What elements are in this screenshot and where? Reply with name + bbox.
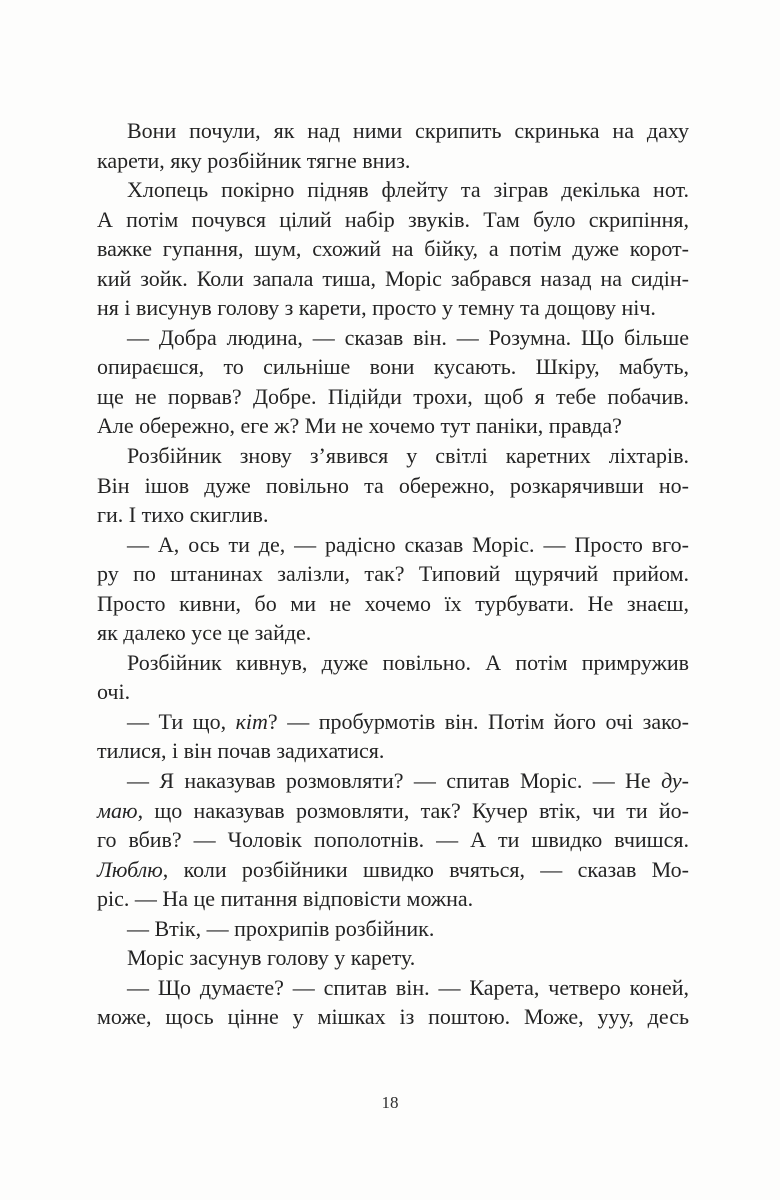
text-line: ще не порвав? Добре. Підійди трохи, щоб я тебе побачив.	[97, 383, 689, 409]
text-line: Вони почули, як над ними скрипить скринька на даху	[127, 118, 689, 143]
text-line: ріс. — На це питання відповісти можна.	[97, 886, 474, 912]
paragraph	[97, 323, 689, 441]
text-line: опираєшся, то сильніше вони кусають. Шкіру, мабуть,	[97, 354, 689, 380]
text-line: Розбійник кивнув, дуже повільно. А потім примружив	[127, 649, 689, 675]
text-line: ги. І тихо скиглив.	[97, 502, 269, 528]
text-line: — Добра людина, — сказав він. — Розумна. Що більше	[127, 324, 689, 350]
text-line: Він ішов дуже повільно та обережно, розкарячивши но-	[97, 472, 689, 498]
text-line: — А, ось ти де, — радісно сказав Моріс. — Просто вго-	[127, 531, 689, 557]
text-line: як далеко усе це зайде.	[97, 620, 312, 646]
text-line: важке гупання, шум, схожий на бійку, а потім дуже корот-	[97, 236, 689, 262]
text-line: го вбив? — Чоловік пополотнів. — А ти швидко вчишся.	[97, 827, 689, 853]
paragraph	[97, 914, 689, 944]
text-line: — Втік, — прохрипів розбійник.	[127, 915, 435, 941]
text-line: може, щось цінне у мішках із поштою. Може, ууу, десь	[97, 1004, 689, 1030]
text-line: Але обережно, еге ж? Ми не хочемо тут паніки, правда?	[97, 413, 622, 439]
text-line: Хлопець покірно підняв флейту та зіграв декілька нот.	[127, 177, 689, 203]
paragraph	[97, 707, 689, 766]
paragraph	[97, 973, 689, 1032]
text-line: маю, що наказував розмовляти, так? Кучер втік, чи ти йо-	[97, 797, 689, 823]
page-number: 18	[381, 1093, 399, 1112]
text-line: Моріс засунув голову у карету.	[127, 945, 416, 971]
text-line: карети, яку розбійник тягне вниз.	[97, 147, 411, 173]
paragraph	[97, 441, 689, 530]
paragraph	[97, 943, 689, 973]
text-line: кий зойк. Коли запала тиша, Моріс забрався назад на сидін-	[97, 265, 689, 291]
text-line: — Що думаєте? — спитав він. — Карета, четверо коней,	[127, 974, 689, 1000]
text-line: Розбійник знову з’явився у світлі каретних ліхтарів.	[127, 443, 689, 469]
paragraph	[97, 766, 689, 914]
text-line: Просто кивни, бо ми не хочемо їх турбувати. Не знаєш,	[97, 590, 689, 616]
paragraph	[97, 175, 689, 323]
text-line: очі.	[97, 679, 131, 705]
paragraph	[97, 530, 689, 648]
text-line: — Я наказував розмовляти? — спитав Моріс. — Не ду-	[127, 768, 689, 794]
text-line: ня і висунув голову з карети, просто у темну та дощову ніч.	[97, 295, 656, 321]
text-line: А потім почувся цілий набір звуків. Там було скрипіння,	[97, 206, 689, 232]
text-line: — Ти що, кіт? — пробурмотів він. Потім його очі зако-	[127, 708, 689, 734]
text-line: тилися, і він почав задихатися.	[97, 738, 385, 764]
paragraph	[97, 116, 689, 175]
text-block	[97, 116, 689, 1032]
text-line: ру по штанинах залізли, так? Типовий щурячий прийом.	[97, 561, 689, 587]
paragraph	[97, 648, 689, 707]
text-line: Люблю, коли розбійники швидко вчяться, — сказав Мо-	[97, 856, 689, 882]
